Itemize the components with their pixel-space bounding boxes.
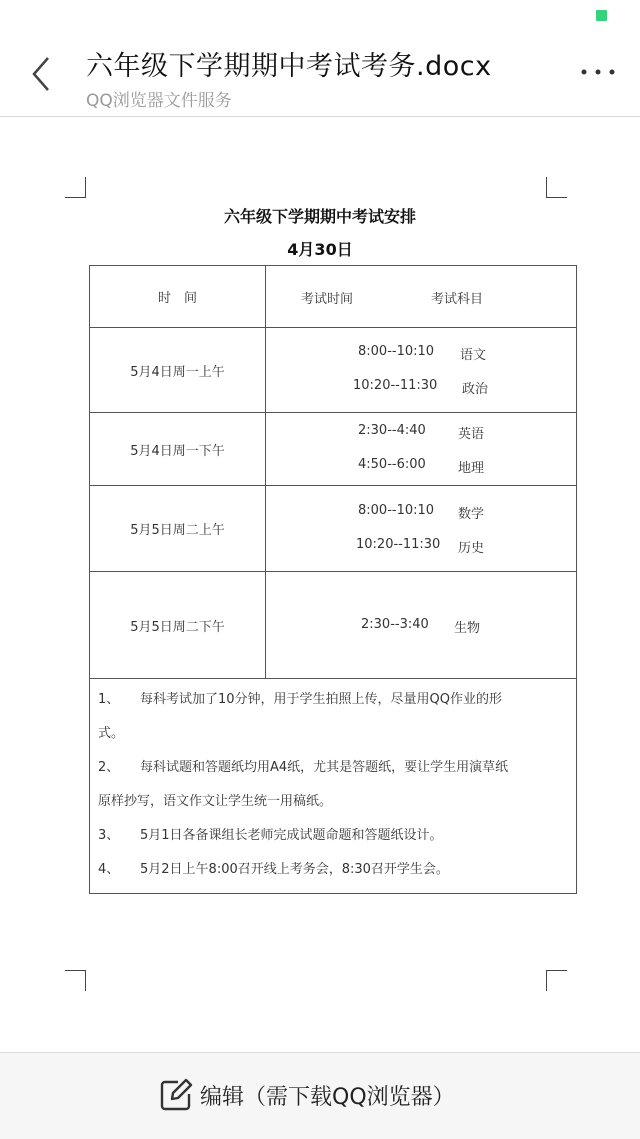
header-exam-time: 考试时间 (301, 292, 354, 307)
session-subject: 生物 (454, 621, 481, 636)
crop-mark-top-right (546, 177, 567, 198)
date-cell: 5月5日周二上午 (90, 486, 266, 571)
table-row (90, 413, 576, 486)
document-date: 4月30日 (287, 240, 353, 259)
note-item: 2、 每科试题和答题纸均用A4纸，尤其是答题纸，要让学生用演草纸 (98, 760, 509, 775)
file-subtitle: QQ浏览器文件服务 (86, 91, 232, 111)
session-subject: 语文 (460, 348, 487, 363)
table-row (90, 486, 576, 572)
table-row (90, 328, 576, 413)
session-subject: 英语 (458, 427, 485, 442)
date-cell: 5月4日周一上午 (90, 328, 266, 412)
edit-button[interactable] (158, 1075, 455, 1115)
table-header-row (90, 266, 576, 328)
document-page (0, 117, 640, 1052)
session-subject: 地理 (458, 461, 485, 476)
header-exam-subject: 考试科目 (431, 292, 484, 307)
more-horizontal-icon (578, 60, 618, 84)
header-exam-cell (266, 266, 576, 327)
sessions-cell (266, 328, 576, 412)
session-time: 4:50--6:00 (358, 457, 426, 472)
session-subject: 政治 (462, 382, 489, 397)
session-time: 2:30--4:40 (358, 423, 426, 438)
session-time: 10:20--11:30 (353, 378, 438, 393)
sessions-cell (266, 413, 576, 485)
session-time: 8:00--10:10 (358, 344, 435, 359)
note-item: 1、 每科考试加了10分钟，用于学生拍照上传，尽量用QQ作业的形 (98, 692, 503, 707)
sessions-cell (266, 486, 576, 571)
session-subject: 数学 (458, 507, 485, 522)
document-title: 六年级下学期期中考试安排 (223, 207, 416, 226)
app-header (0, 0, 640, 117)
header-time-cell: 时 间 (90, 266, 266, 327)
notes-cell (90, 679, 516, 893)
session-time: 2:30--3:40 (361, 617, 429, 632)
chevron-left-icon (22, 50, 62, 100)
sessions-cell (266, 572, 576, 678)
table-row (90, 572, 576, 679)
date-cell: 5月5日周二下午 (90, 572, 266, 678)
more-button[interactable] (578, 60, 618, 84)
session-subject: 历史 (458, 541, 485, 556)
edit-icon (158, 1077, 194, 1113)
status-indicator (596, 10, 607, 21)
date-cell: 5月4日周一下午 (90, 413, 266, 485)
note-item: 3、 5月1日各备课组长老师完成试题命题和答题纸设计。 (98, 828, 443, 843)
note-item-continuation: 原样抄写，语文作文让学生统一用稿纸。 (98, 794, 333, 809)
file-title: 六年级下学期期中考试考务.docx (86, 51, 492, 82)
edit-label: 编辑（需下载QQ浏览器） (200, 1084, 455, 1110)
bottom-toolbar (0, 1052, 640, 1139)
notes-row (90, 679, 576, 893)
crop-mark-top-left (65, 177, 86, 198)
back-button[interactable] (22, 50, 62, 100)
note-item-continuation: 式。 (98, 726, 125, 741)
exam-schedule-table (89, 265, 577, 894)
crop-mark-bottom-left (65, 970, 86, 991)
note-item: 4、 5月2日上午8:00召开线上考务会，8:30召开学生会。 (98, 862, 449, 877)
crop-mark-bottom-right (546, 970, 567, 991)
session-time: 8:00--10:10 (358, 503, 435, 518)
session-time: 10:20--11:30 (356, 537, 441, 552)
